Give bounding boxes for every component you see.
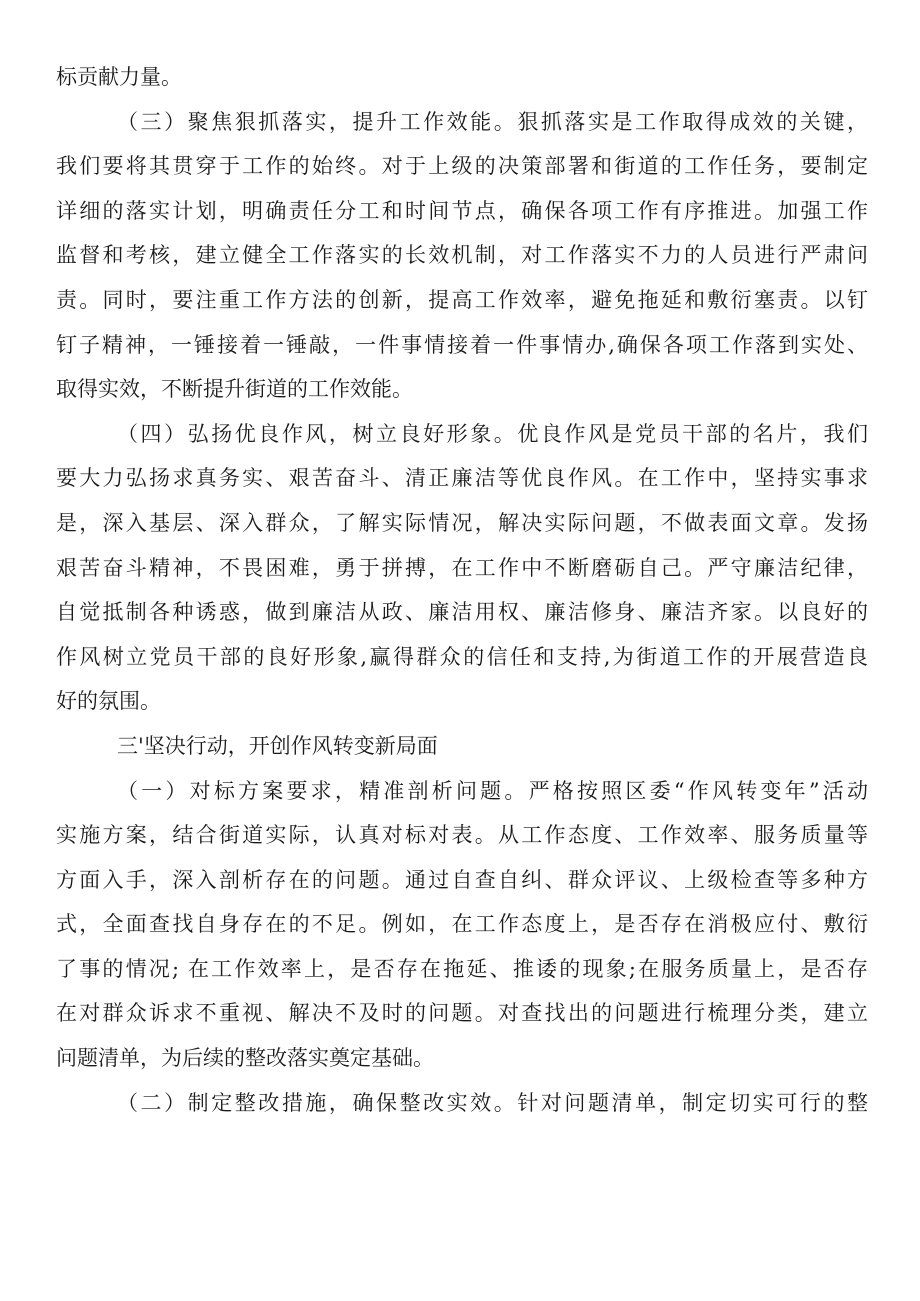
text-line: 我们要将其贯穿于工作的始终。对于上级的决策部署和街道的工作任务，要制定 bbox=[56, 154, 868, 179]
text-line: 监督和考核，建立健全工作落实的长效机制，对工作落实不力的人员进行严肃问 bbox=[56, 243, 868, 268]
paragraph-heading-line: （一）对标方案要求，精准剖析问题。严格按照区委“作风转变年”活动 bbox=[117, 778, 868, 803]
text-line: 责。同时，要注重工作方法的创新，提高工作效率，避免拖延和敷衍塞责。以钉 bbox=[56, 287, 868, 312]
paragraph-heading-line: （四）弘扬优良作风，树立良好形象。优良作风是党员干部的名片，我们 bbox=[117, 421, 868, 446]
text-line: 好的氛围。 bbox=[56, 689, 161, 714]
text-line: 式，全面查找自身存在的不足。例如，在工作态度上，是否存在消极应付、敷衍 bbox=[56, 912, 868, 937]
section-heading: 三'坚决行动，开创作风转变新局面 bbox=[117, 733, 438, 758]
text-line: 在对群众诉求不重视、解决不及时的问题。对查找出的问题进行梳理分类，建立 bbox=[56, 1001, 868, 1026]
text-line: 实施方案，结合街道实际，认真对标对表。从工作态度、工作效率、服务质量等 bbox=[56, 823, 868, 848]
text-line: 了事的情况; 在工作效率上，是否存在拖延、推诿的现象;在服务质量上，是否存 bbox=[56, 956, 868, 981]
paragraph-heading-line: （二）制定整改措施，确保整改实效。针对问题清单，制定切实可行的整 bbox=[117, 1090, 868, 1115]
text-line: 是，深入基层、深入群众，了解实际情况，解决实际问题，不做表面文章。发扬 bbox=[56, 510, 868, 535]
text-line: 作风树立党员干部的良好形象,赢得群众的信任和支持,为街道工作的开展营造良 bbox=[56, 644, 868, 669]
text-line: 自觉抵制各种诱惑，做到廉洁从政、廉洁用权、廉洁修身、廉洁齐家。以良好的 bbox=[56, 600, 868, 625]
text-line: 艰苦奋斗精神，不畏困难，勇于拼搏，在工作中不断磨砺自己。严守廉洁纪律， bbox=[56, 555, 868, 580]
paragraph-heading-line: （三）聚焦狠抓落实，提升工作效能。狠抓落实是工作取得成效的关键， bbox=[117, 109, 868, 134]
text-line: 标贡献力量。 bbox=[56, 65, 182, 89]
text-line: 问题清单，为后续的整改落实奠定基础。 bbox=[56, 1046, 434, 1071]
text-line: 要大力弘扬求真务实、艰苦奋斗、清正廉洁等优良作风。在工作中，坚持实事求 bbox=[56, 466, 868, 491]
text-line: 取得实效，不断提升街道的工作效能。 bbox=[56, 377, 413, 402]
text-line: 详细的落实计划，明确责任分工和时间节点，确保各项工作有序推进。加强工作 bbox=[56, 198, 868, 223]
text-line: 钉子精神，一锤接着一锤敲，一件事情接着一件事情办,确保各项工作落到实处、 bbox=[56, 332, 868, 357]
text-line: 方面入手，深入剖析存在的问题。通过自查自纠、群众评议、上级检查等多种方 bbox=[56, 867, 868, 892]
